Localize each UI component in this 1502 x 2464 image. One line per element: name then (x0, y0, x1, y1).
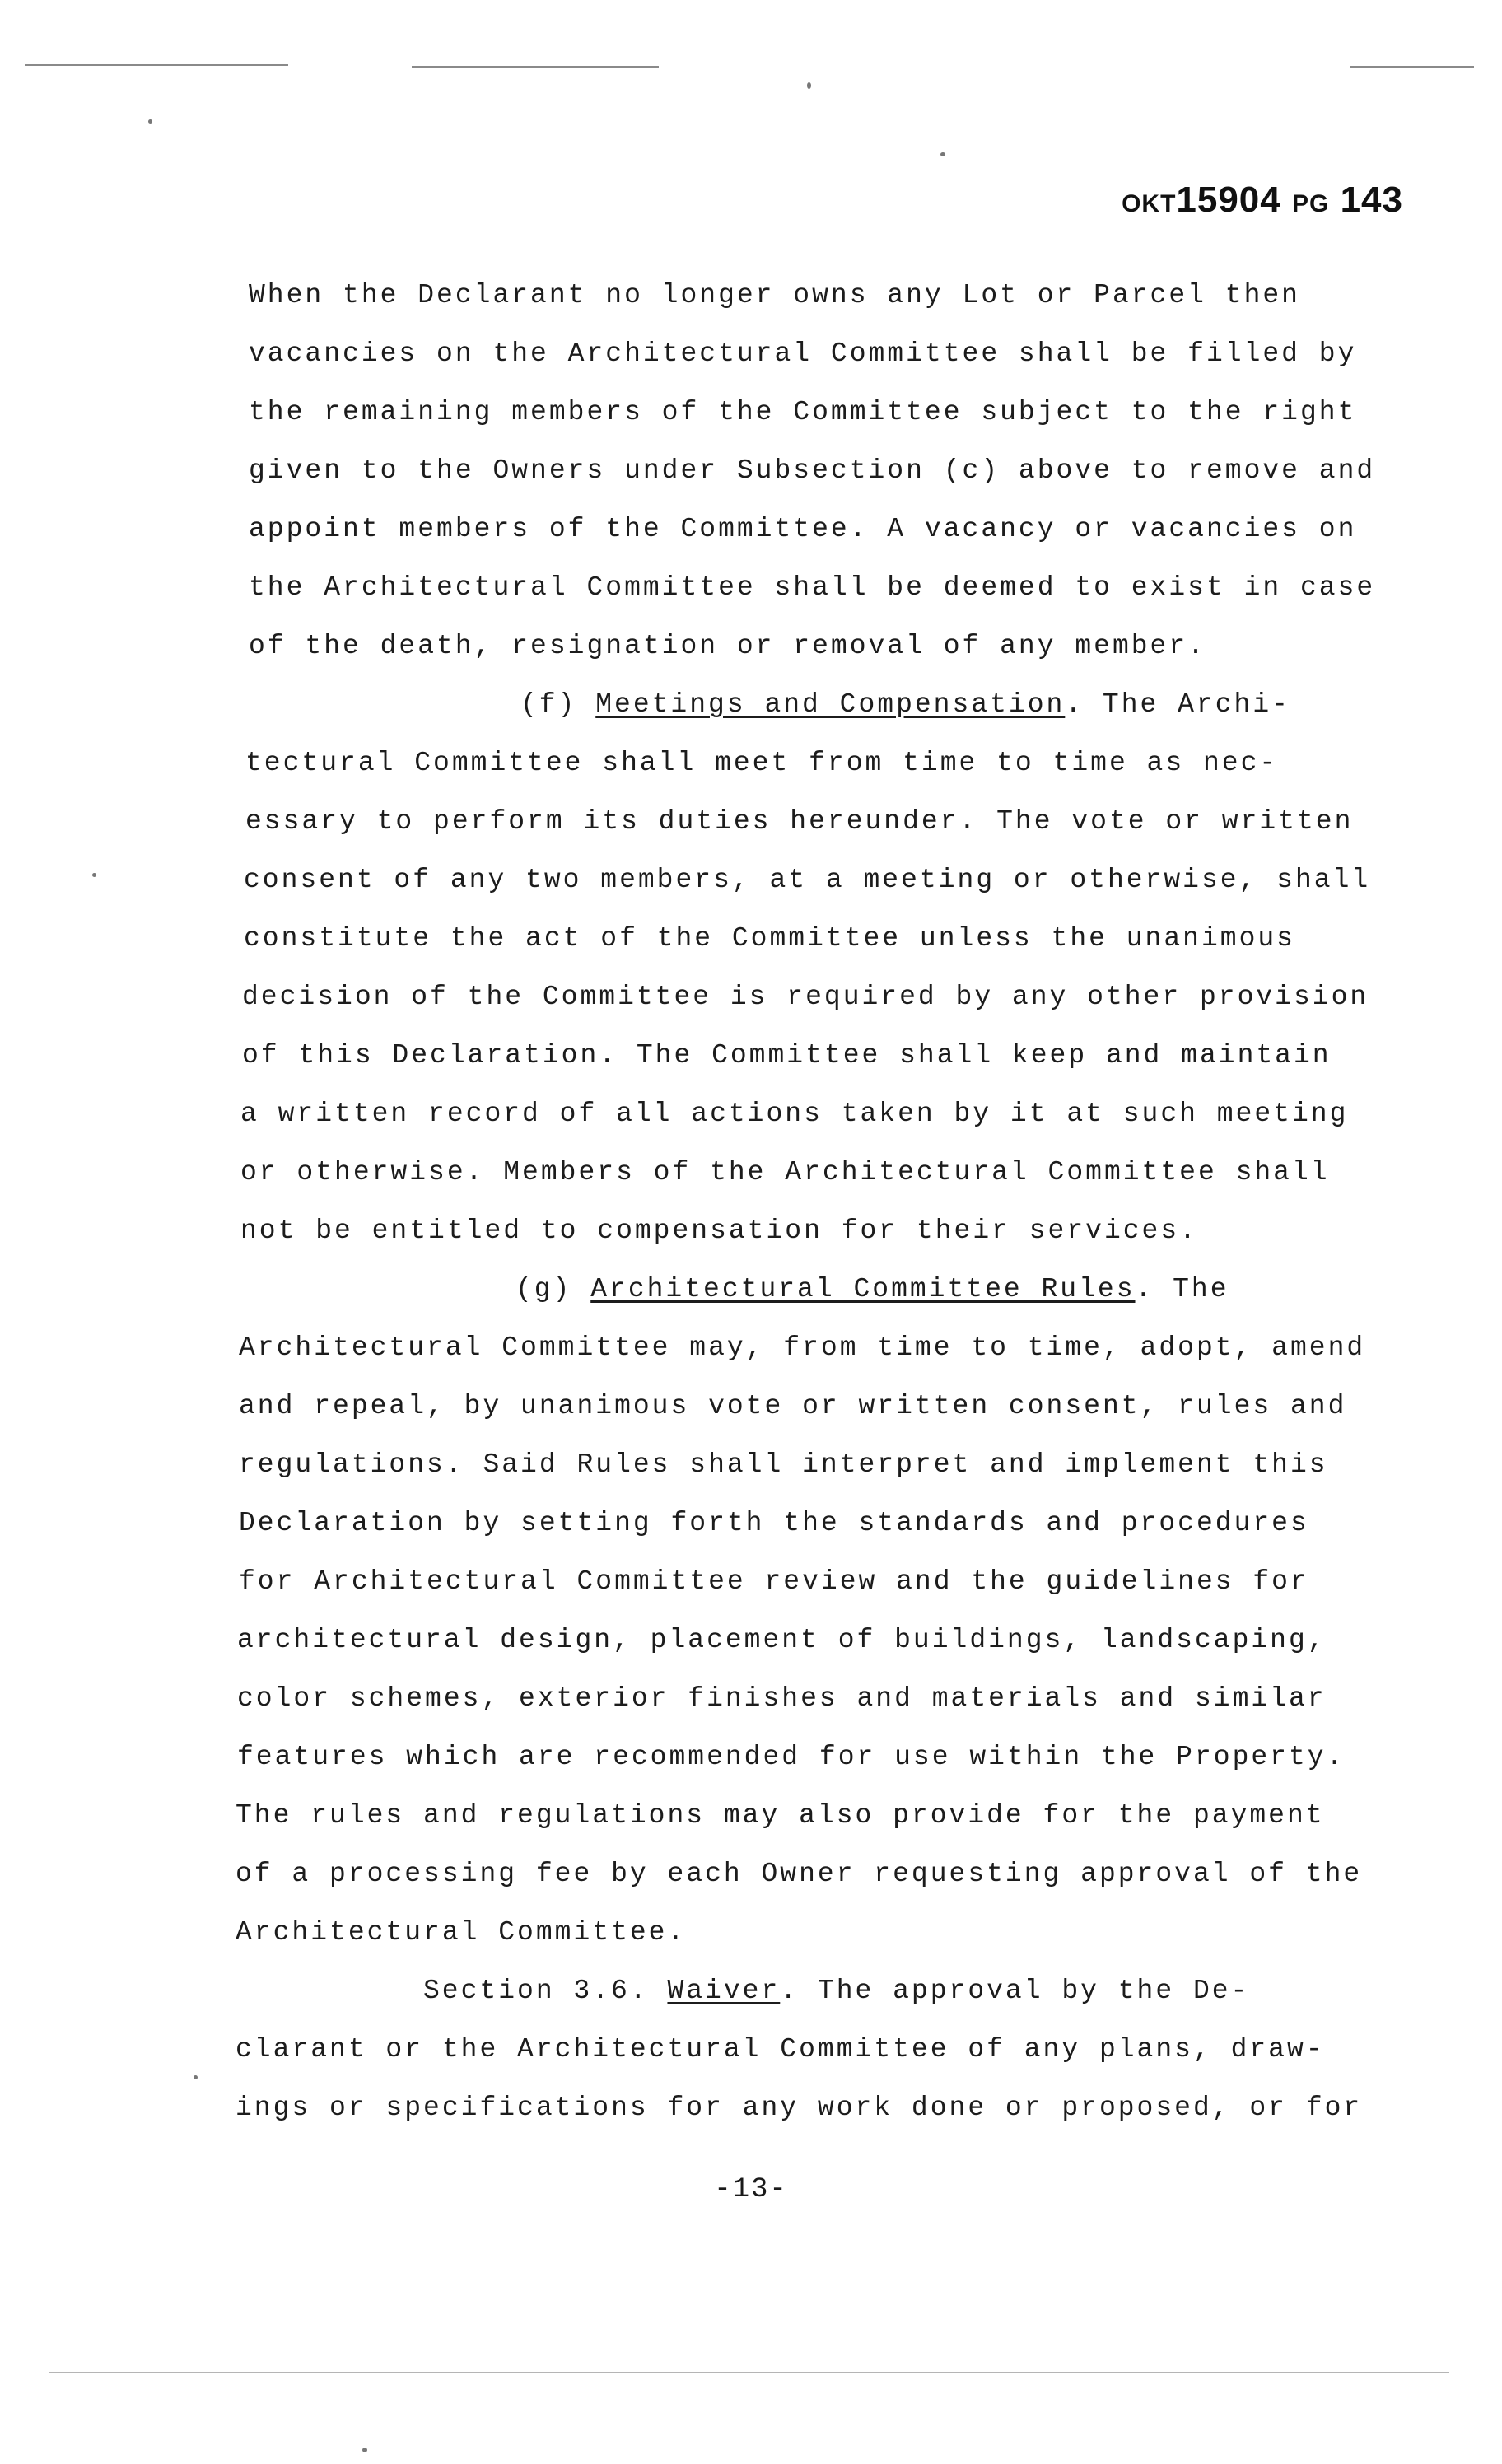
text-line: the remaining members of the Committee subject to the right (249, 397, 1357, 427)
text-line: tectural Committee shall meet from time to time as nec- (245, 748, 1279, 778)
text-line: Architectural Committee may, from time to time, adopt, amend (239, 1332, 1366, 1363)
subsection-marker: (f) (520, 689, 596, 720)
scan-artifact-bottom (49, 2372, 1449, 2373)
text-line: The rules and regulations may also provide for the payment (236, 1800, 1325, 1831)
page-number: -13- (714, 2174, 788, 2205)
text-line: Declaration by setting forth the standards and procedures (239, 1508, 1309, 1538)
section-3-6-heading-line (0, 1976, 1502, 2006)
subsection-title: Architectural Committee Rules (590, 1274, 1136, 1304)
text-line: clarant or the Architectural Committee of any plans, draw- (236, 2034, 1325, 2065)
text-line: vacancies on the Architectural Committee shall be filled by (249, 338, 1357, 369)
document-book-page-reference (1122, 180, 1403, 221)
scan-artifact-top-3 (1350, 66, 1474, 68)
text-line: ings or specifications for any work done or proposed, or for (236, 2093, 1363, 2123)
subsection-f-heading-line (0, 689, 1502, 720)
subsection-title: Meetings and Compensation (595, 689, 1066, 720)
scan-speck (362, 2448, 367, 2452)
subsection-lead-text: . The Archi- (1065, 689, 1290, 720)
scan-speck (194, 2075, 198, 2079)
page-prefix: PG (1291, 190, 1330, 217)
text-line: not be entitled to compensation for their services. (240, 1216, 1198, 1246)
scan-artifact-top-1 (25, 64, 288, 66)
text-line: given to the Owners under Subsection (c) above to remove and (249, 455, 1376, 486)
text-line: architectural design, placement of buildings, landscaping, (237, 1625, 1327, 1655)
text-line: appoint members of the Committee. A vacancy or vacancies on (249, 514, 1357, 544)
scan-speck (940, 152, 945, 156)
text-line: of this Declaration. The Committee shall keep and maintain (242, 1040, 1332, 1071)
section-lead-text: . The approval by the De- (780, 1976, 1250, 2006)
scan-speck (807, 82, 811, 89)
text-line: of a processing fee by each Owner requesting approval of the (236, 1859, 1363, 1889)
text-line: regulations. Said Rules shall interpret and implement this (239, 1449, 1328, 1480)
scan-artifact-top-2 (412, 66, 659, 68)
scan-speck (148, 119, 152, 124)
text-line: essary to perform its duties hereunder. The vote or written (245, 806, 1354, 837)
text-line: constitute the act of the Committee unless the unanimous (244, 923, 1295, 954)
subsection-lead-text: . The (1135, 1274, 1229, 1304)
text-line: features which are recommended for use within the Property. (237, 1742, 1346, 1772)
text-line: consent of any two members, at a meeting or otherwise, shall (244, 865, 1371, 895)
text-line: color schemes, exterior finishes and materials and similar (237, 1683, 1327, 1714)
subsection-g-heading-line (0, 1274, 1502, 1304)
text-line: a written record of all actions taken by it at such meeting (240, 1099, 1349, 1129)
section-marker: Section 3.6. (423, 1976, 668, 2006)
text-line: decision of the Committee is required by any other provision (242, 982, 1369, 1012)
text-line: When the Declarant no longer owns any Lot or Parcel then (249, 280, 1300, 310)
text-line: for Architectural Committee review and the guidelines for (239, 1566, 1309, 1597)
text-line: or otherwise. Members of the Architectural Committee shall (240, 1157, 1330, 1188)
doc-number: 15904 (1176, 180, 1281, 220)
text-line: Architectural Committee. (236, 1917, 687, 1948)
text-line: the Architectural Committee shall be deemed to exist in case (249, 572, 1376, 603)
text-line: of the death, resignation or removal of any member. (249, 631, 1206, 661)
section-title: Waiver (667, 1976, 781, 2006)
page-ref: 143 (1340, 180, 1403, 220)
text-line: and repeal, by unanimous vote or written consent, rules and (239, 1391, 1347, 1421)
subsection-marker: (g) (515, 1274, 591, 1304)
doc-prefix: OKT (1122, 190, 1177, 217)
